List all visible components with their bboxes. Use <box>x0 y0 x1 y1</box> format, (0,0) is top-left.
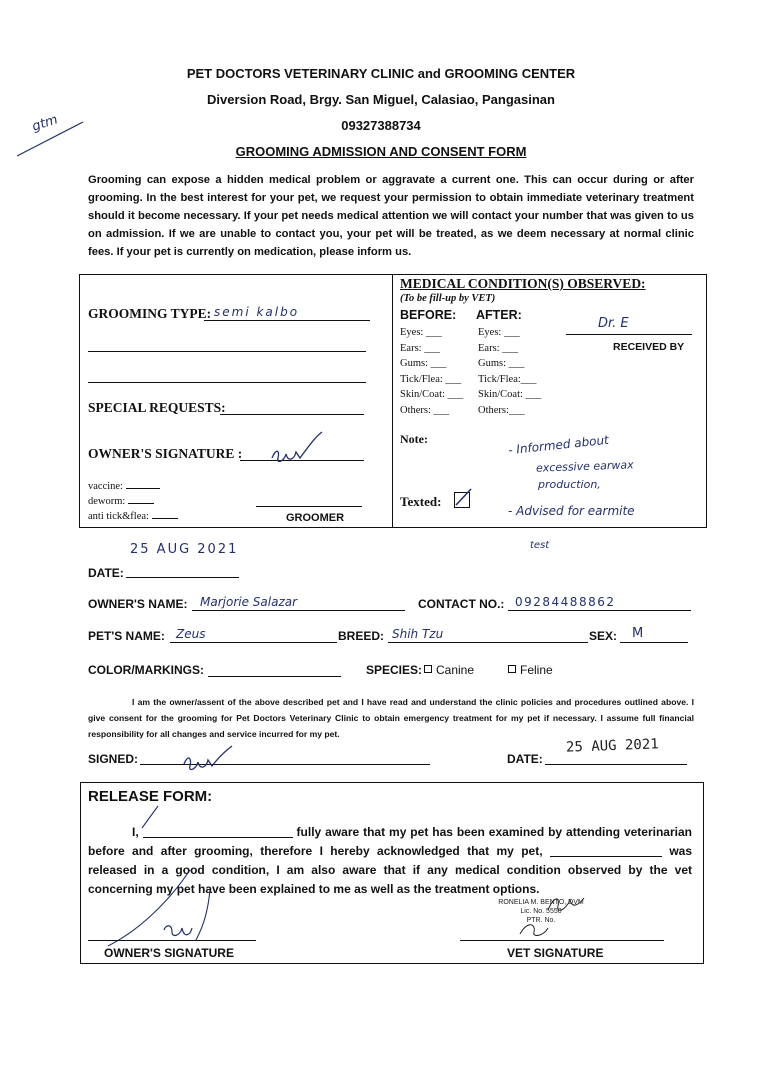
special-requests-label: SPECIAL REQUESTS: <box>88 400 226 415</box>
contact-field[interactable] <box>508 610 691 611</box>
note-line-1: - Informed about <box>507 432 610 458</box>
margin-initials: gtm <box>30 112 60 135</box>
condition-before-item: Others: ___ <box>400 404 450 416</box>
medical-condition-subtitle: (To be fill-up by VET) <box>400 293 496 304</box>
note-line-4: - Advised for earmite <box>508 504 635 518</box>
conditions-before-list <box>400 325 463 418</box>
consent-date-label: DATE: <box>507 752 543 766</box>
species-canine-option[interactable]: Canine <box>424 663 474 677</box>
pet-name-label: PET'S NAME: <box>88 629 165 643</box>
antitick-label: anti tick&flea: <box>88 511 178 522</box>
vaccine-label: vaccine: <box>88 481 160 492</box>
received-by-value: Dr. E <box>598 316 629 331</box>
texted-label: Texted: <box>400 494 442 509</box>
grooming-type-label: GROOMING TYPE: <box>88 306 212 321</box>
pet-name-value: Zeus <box>176 627 206 641</box>
release-pet-name-field[interactable] <box>550 856 662 857</box>
grooming-type-value: semi kalbo <box>214 305 300 319</box>
color-markings-field[interactable] <box>208 676 341 677</box>
medical-condition-title: MEDICAL CONDITION(S) OBSERVED: <box>400 276 646 291</box>
release-owner-signature-label: OWNER'S SIGNATURE <box>104 946 234 960</box>
condition-before-item: Gums: ___ <box>400 358 447 369</box>
consent-date-field[interactable] <box>545 764 687 765</box>
condition-after-item: Eyes: ___ <box>478 327 520 338</box>
condition-after-item: Skin/Coat: ___ <box>478 389 542 400</box>
groomer-label: GROOMER <box>286 512 345 524</box>
release-owner-signature-line[interactable] <box>88 940 256 941</box>
pet-name-field[interactable] <box>170 642 337 643</box>
conditions-after-list <box>478 325 541 418</box>
vet-stamp-name: RONELIA M. BENTO, DVM <box>498 899 584 906</box>
owner-name-label: OWNER'S NAME: <box>88 597 188 611</box>
note-line-5: test <box>530 540 550 551</box>
date-field[interactable] <box>126 577 239 578</box>
contact-value: 09284488862 <box>515 595 616 609</box>
date-label: DATE: <box>88 566 124 580</box>
owner-signature-label: OWNER'S SIGNATURE : <box>88 446 243 461</box>
vet-signature-mark <box>508 890 588 940</box>
release-form-title: RELEASE FORM: <box>88 788 213 805</box>
condition-after-item: Ears: ___ <box>478 342 518 354</box>
vet-signature-label: VET SIGNATURE <box>507 946 604 960</box>
admission-box-divider <box>392 274 393 527</box>
grooming-extra-line-2[interactable] <box>88 382 366 383</box>
breed-value: Shih Tzu <box>392 627 444 641</box>
sex-field[interactable] <box>620 642 688 643</box>
intro-paragraph: Grooming can expose a hidden medical problem or aggravate a current one. This can occur during or after grooming. In the best interest for your pet, we request your permission to obtain immediate veterinary treatment should it become necessary. If your pet needs medical attention we will contact your number that was given to us on admission. If we are unable to contact you, your pet will be treated, as we deem necessary at normal clinic fees. If your pet is currently on medication, please inform us. <box>88 174 694 258</box>
feline-checkbox[interactable] <box>508 665 516 673</box>
note-line-3: production, <box>538 478 601 491</box>
signed-label: SIGNED: <box>88 752 139 766</box>
condition-after-item: Tick/Flea:___ <box>478 373 537 385</box>
clinic-name: PET DOCTORS VETERINARY CLINIC and GROOMING CENTER <box>186 66 576 81</box>
release-pen-strokes <box>100 800 240 950</box>
owner-name-field[interactable] <box>192 610 405 611</box>
vet-signature-line[interactable] <box>460 940 664 941</box>
breed-label: BREED: <box>338 629 385 643</box>
consent-paragraph: I am the owner/assent of the above described pet and I have read and understand the clinic policies and procedures outlined above. I give consent for the grooming for Pet Doctors Veterinary Clinic to obtain emergency treatment for my pet if necessary. I assume full financial responsibility for all changes and service incurred for my pet. <box>88 697 694 739</box>
release-form-text: I, fully aware that my pet has been examined by attending veterinarian before and after grooming, therefore I hereby acknowledged that my pet, was released in a good condition, I am also aware that if any medical condition observed by the vet concerning my pet have been explained to me as well as the treatment options. <box>88 825 693 896</box>
canine-checkbox[interactable] <box>424 665 432 673</box>
species-label: SPECIES: <box>366 663 423 677</box>
owner-name-value: Marjorie Salazar <box>200 595 298 609</box>
condition-before-item: Tick/Flea: ___ <box>400 373 462 385</box>
color-markings-label: COLOR/MARKINGS: <box>88 663 204 677</box>
before-label: BEFORE: <box>400 308 457 322</box>
clinic-phone: 09327388734 <box>341 118 421 133</box>
contact-label: CONTACT NO.: <box>418 597 505 611</box>
condition-before-item: Ears: ___ <box>400 342 440 354</box>
form-title: GROOMING ADMISSION AND CONSENT FORM <box>235 144 527 159</box>
after-label: AFTER: <box>476 308 522 322</box>
note-label: Note: <box>400 432 428 446</box>
vet-stamp-ptr: PTR. No. <box>526 917 556 924</box>
received-by-label: RECEIVED BY <box>613 341 685 353</box>
sex-label: SEX: <box>589 629 618 643</box>
species-feline-option[interactable]: Feline <box>508 663 553 677</box>
grooming-type-field[interactable] <box>204 320 370 321</box>
condition-before-item: Eyes: ___ <box>400 327 442 338</box>
condition-after-item: Others:___ <box>478 404 525 416</box>
grooming-extra-line-1[interactable] <box>88 351 366 352</box>
condition-after-item: Gums: ___ <box>478 358 525 369</box>
received-by-field[interactable] <box>566 334 692 335</box>
checkmark-icon <box>453 487 473 507</box>
deworm-label: deworm: <box>88 496 154 507</box>
texted-checkbox[interactable] <box>454 492 470 508</box>
breed-field[interactable] <box>388 642 588 643</box>
consent-signature-mark <box>180 744 236 774</box>
vet-stamp-license: Lic. No. 5550 <box>520 908 562 915</box>
consent-date-stamp: 25 AUG 2021 <box>565 736 659 756</box>
note-line-2: excessive earwax <box>535 458 634 475</box>
condition-before-item: Skin/Coat: ___ <box>400 389 464 400</box>
owner-signature-mark <box>266 428 326 466</box>
groomer-signature-field[interactable] <box>256 506 362 507</box>
date-handwritten: 25 AUG 2021 <box>130 542 239 557</box>
clinic-address: Diversion Road, Brgy. San Miguel, Calasiao, Pangasinan <box>207 92 555 107</box>
sex-value: M <box>632 626 644 641</box>
special-requests-field[interactable] <box>220 414 364 415</box>
